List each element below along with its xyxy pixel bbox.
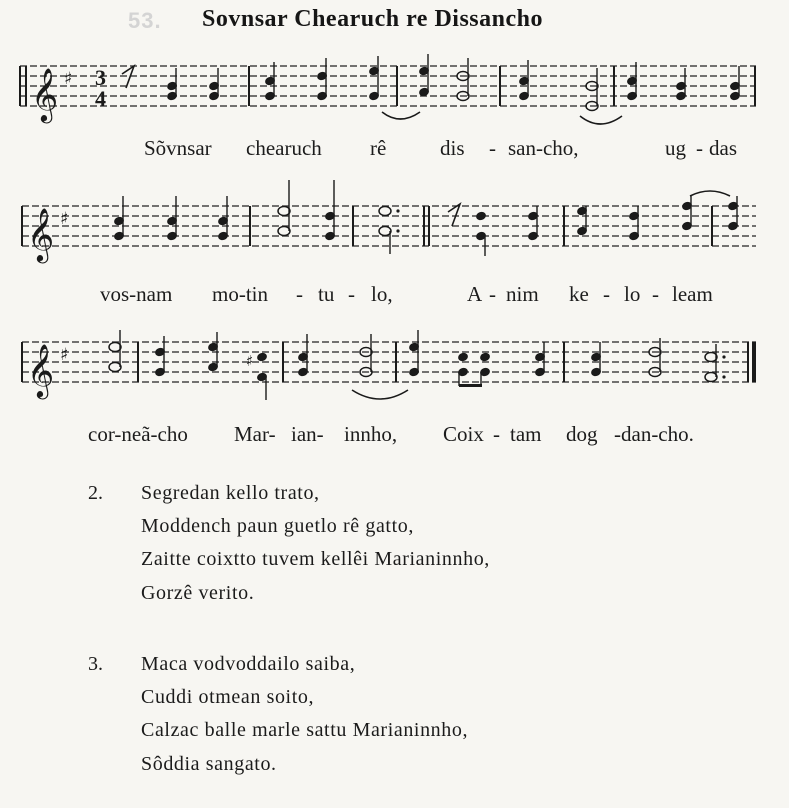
lyric-syllable: vos-nam bbox=[100, 282, 173, 306]
treble-clef-icon bbox=[27, 343, 54, 399]
time-signature-top: 3 bbox=[95, 65, 106, 90]
lyric-syllable: - bbox=[493, 422, 500, 446]
lyric-syllable: dog bbox=[566, 422, 598, 446]
staff-3-notes bbox=[109, 330, 726, 400]
lyric-syllable: A bbox=[467, 282, 483, 306]
staff-3-notation bbox=[0, 328, 789, 420]
svg-text:𝄞: 𝄞 bbox=[27, 207, 55, 261]
lyric-syllable: Mar- bbox=[234, 422, 276, 446]
staff-2-notation bbox=[0, 176, 789, 276]
lyric-syllable: chearuch bbox=[246, 136, 322, 160]
lyric-syllable: lo, bbox=[371, 282, 393, 306]
verse-line: Sôddia sangato. bbox=[141, 753, 277, 775]
lyric-syllable: tam bbox=[510, 422, 542, 446]
lyric-syllable: ug bbox=[665, 136, 686, 160]
lyric-syllable: lo bbox=[624, 282, 641, 306]
verse-line: Maca vodvoddailo saiba, bbox=[141, 653, 356, 675]
lyric-syllable: -dan-cho. bbox=[614, 422, 694, 446]
lyric-syllable: dis bbox=[440, 136, 465, 160]
time-signature-bottom: 4 bbox=[95, 86, 106, 111]
staff-2-notes bbox=[113, 180, 739, 256]
svg-text:♯: ♯ bbox=[60, 209, 69, 229]
final-barline bbox=[752, 342, 756, 382]
key-signature-sharp-icon bbox=[60, 209, 68, 229]
svg-text:𝄞: 𝄞 bbox=[31, 67, 59, 121]
lyric-syllable: Coix bbox=[443, 422, 484, 446]
lyric-syllable: das bbox=[709, 136, 737, 160]
key-signature-sharp-icon bbox=[64, 69, 72, 89]
lyric-syllable: - bbox=[603, 282, 610, 306]
lyric-syllable: - bbox=[696, 136, 703, 160]
lyric-syllable: - bbox=[489, 282, 496, 306]
music-staff-2 bbox=[0, 176, 789, 276]
lyric-syllable: cor-neã-cho bbox=[88, 422, 188, 446]
verse-line: Moddench paun guetlo rê gatto, bbox=[141, 515, 414, 537]
lyric-syllable: - bbox=[489, 136, 496, 160]
music-staff-3 bbox=[0, 328, 789, 420]
lyric-syllable: san-cho, bbox=[508, 136, 579, 160]
lyric-syllable: ke bbox=[569, 282, 589, 306]
verse-line: Segredan kello trato, bbox=[141, 482, 320, 504]
verse-line: Cuddi otmean soito, bbox=[141, 686, 315, 708]
slur-3 bbox=[352, 390, 408, 399]
staff-1-notation bbox=[0, 52, 789, 132]
lyric-syllable: innho, bbox=[344, 422, 398, 446]
lyric-syllable: leam bbox=[672, 282, 713, 306]
svg-text:♯: ♯ bbox=[246, 352, 254, 370]
slur-2 bbox=[580, 116, 622, 124]
svg-text:♯: ♯ bbox=[60, 345, 69, 365]
time-signature bbox=[95, 65, 106, 111]
song-number: 53. bbox=[128, 8, 162, 33]
lyric-syllable: rê bbox=[370, 136, 387, 160]
treble-clef-icon bbox=[27, 207, 54, 263]
svg-text:♯: ♯ bbox=[64, 69, 73, 89]
song-header bbox=[0, 6, 789, 40]
lyric-syllable: tu bbox=[318, 282, 335, 306]
verse-number: 3. bbox=[88, 653, 103, 675]
lyric-syllable: Sõvnsar bbox=[144, 136, 212, 160]
lyric-syllable: mo-tin bbox=[212, 282, 268, 306]
lyric-syllable: ian- bbox=[291, 422, 324, 446]
lyric-syllable: - bbox=[652, 282, 659, 306]
tie-1 bbox=[690, 191, 730, 196]
key-signature-sharp-icon bbox=[60, 345, 68, 365]
verse-line: Calzac balle marle sattu Marianinnho, bbox=[141, 719, 469, 741]
lyric-syllable: - bbox=[348, 282, 355, 306]
verse-line: Zaitte coixtto tuvem kellêi Marianinnho, bbox=[141, 548, 490, 570]
staff-1-notes bbox=[166, 54, 741, 111]
music-staff-1 bbox=[0, 52, 789, 132]
treble-clef-icon bbox=[31, 67, 58, 123]
lyric-syllable: - bbox=[296, 282, 303, 306]
slur-1 bbox=[382, 112, 420, 119]
verse-line: Gorzê verito. bbox=[141, 582, 255, 604]
breath-mark-icon bbox=[122, 66, 134, 88]
lyric-syllable: nim bbox=[506, 282, 539, 306]
svg-text:𝄞: 𝄞 bbox=[27, 343, 55, 397]
verse-number: 2. bbox=[88, 482, 103, 504]
breath-mark-icon bbox=[448, 204, 460, 226]
song-title: Sovnsar Chearuch re Dissancho bbox=[202, 6, 543, 32]
